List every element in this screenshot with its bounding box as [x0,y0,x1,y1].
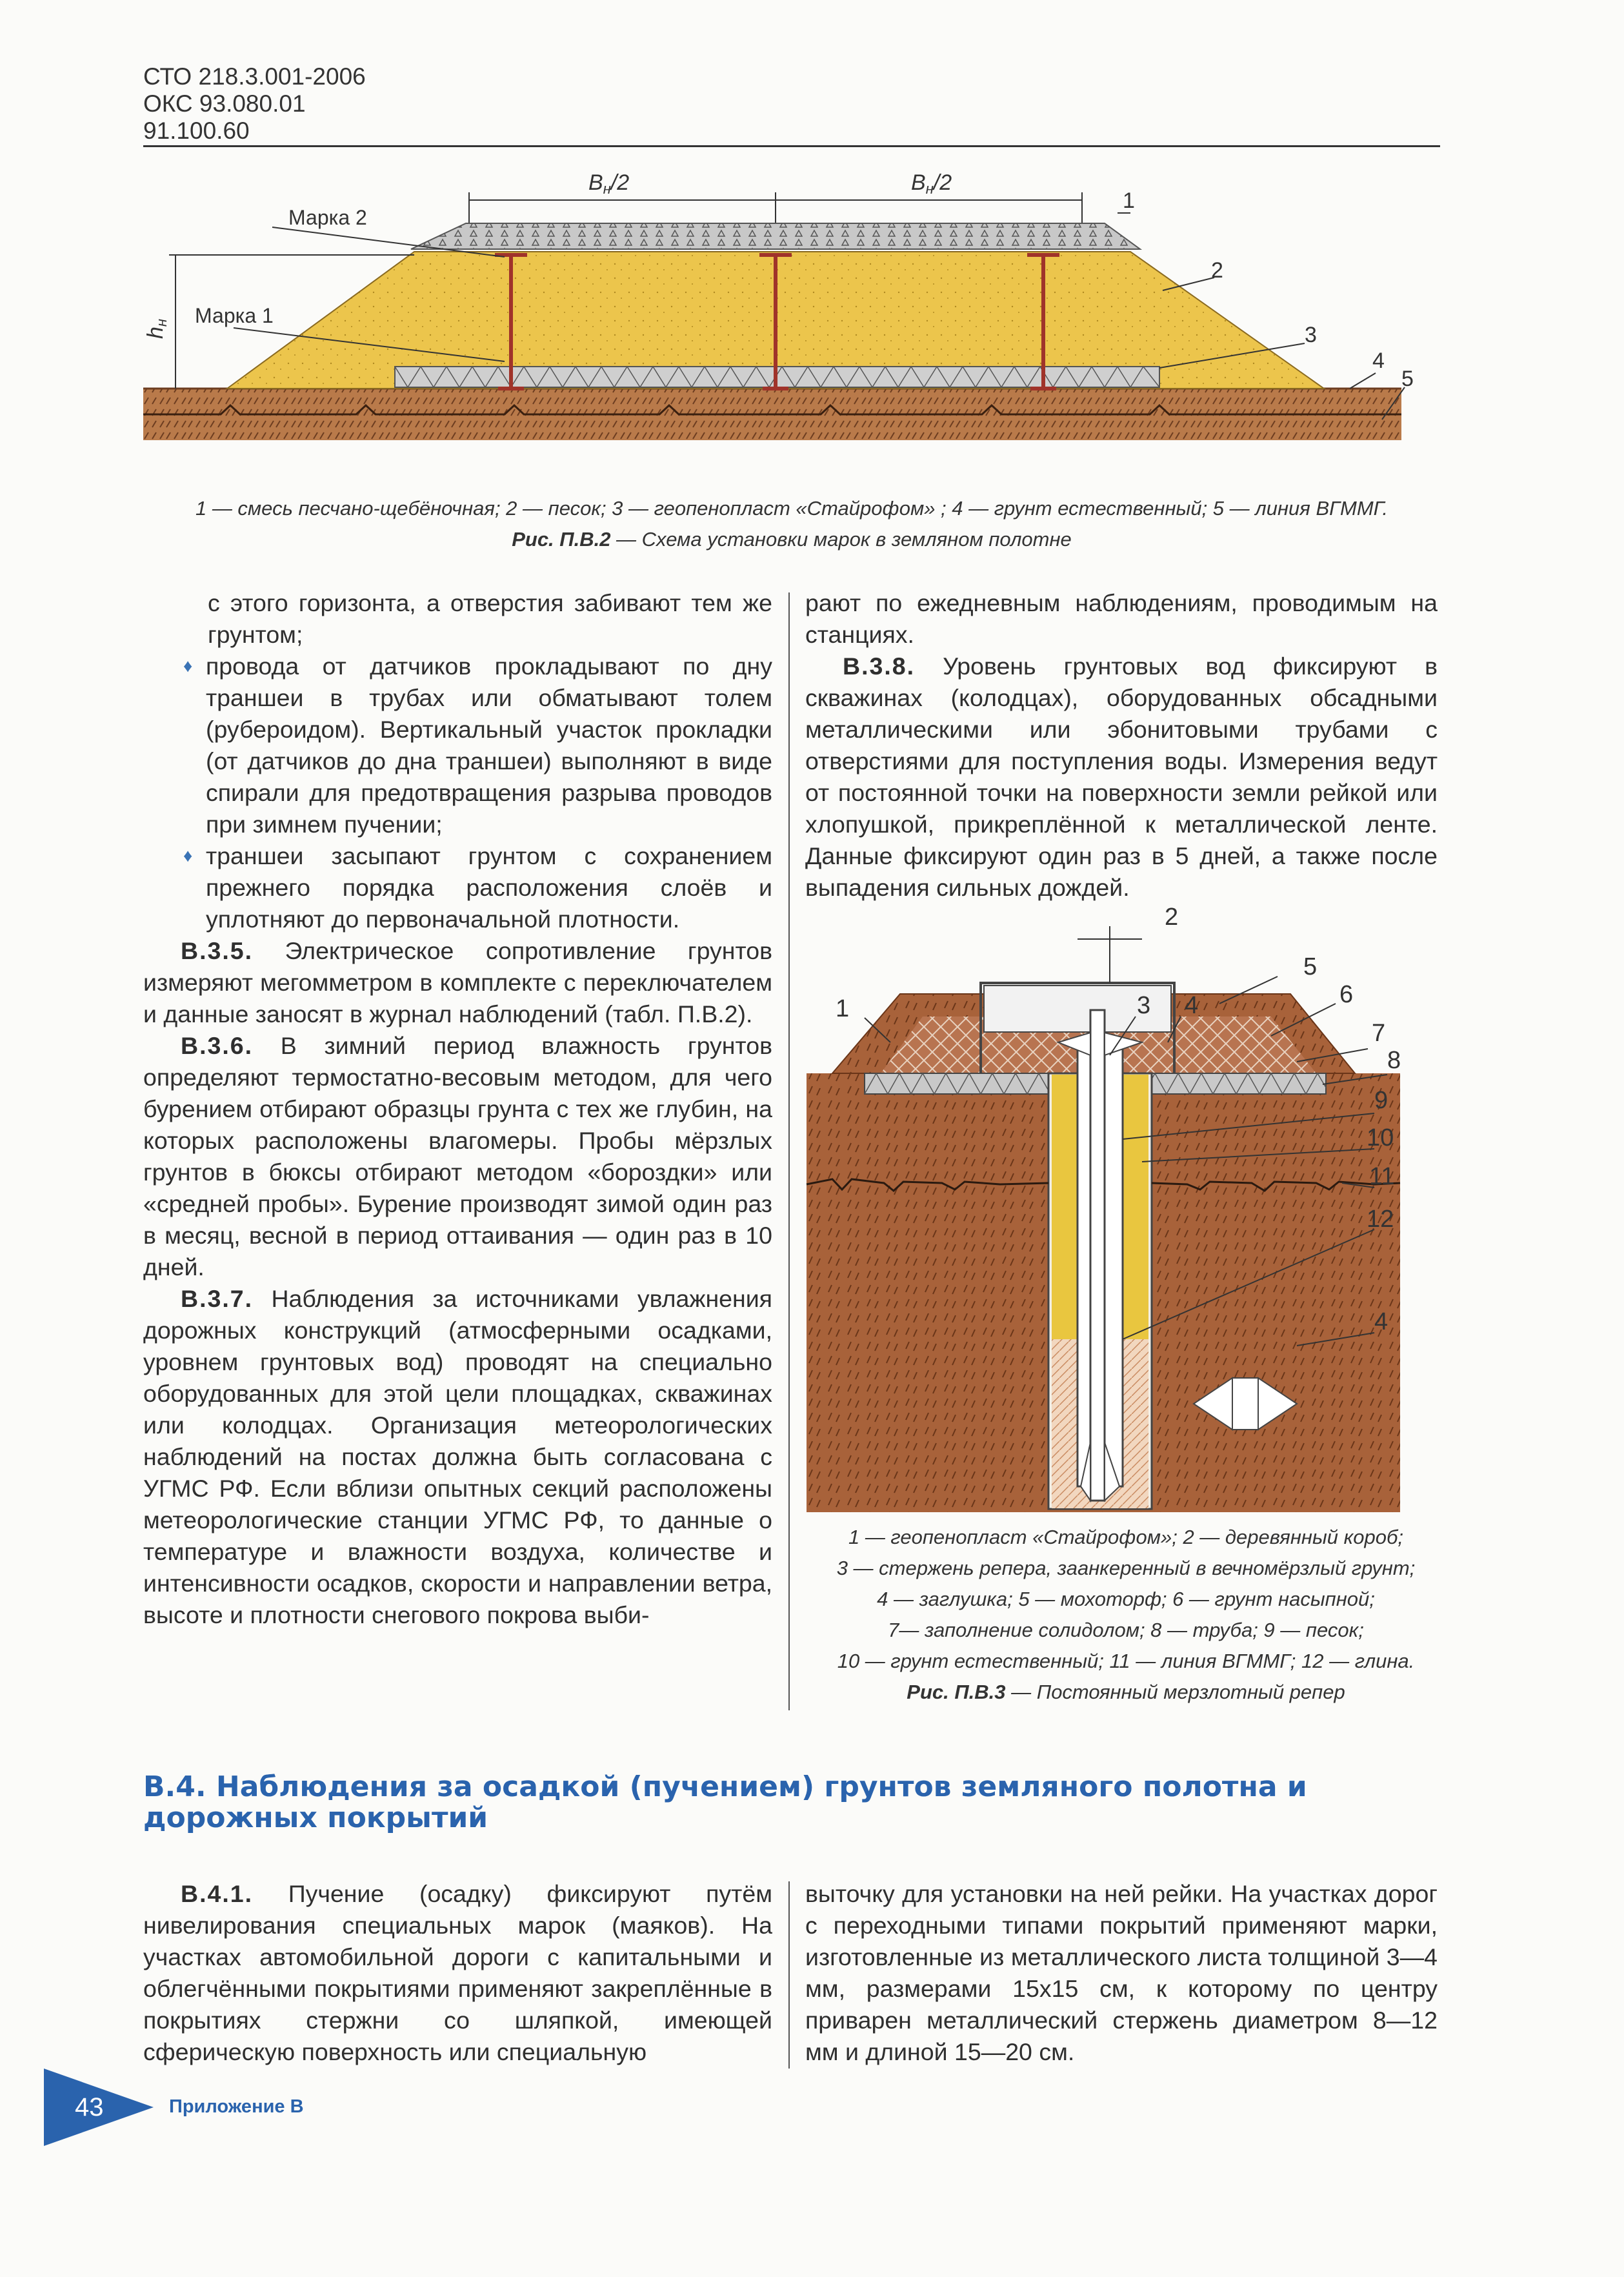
paragraph: рают по ежедневным наблюдениям, проводимым на станциях. [805,589,1438,648]
callout-3: 3 [1305,323,1317,347]
dim-label-right: Bн/2 [911,170,952,197]
oks-code: ОКС 93.080.01 [143,90,306,117]
figure3-legend: 1 — геопенопласт «Стайрофом»; 2 — деревянный короб; 3 — стержень репера, заанкеренный в вечномёрзлый грунт; 4 — заглушка; 5 — мохоторф; 6 — грунт насыпной; 7— заполнение солидолом; 8 — труба; 9 — песок; 10 — грунт естественный; 11 — линия ВГММГ; 12 — глина. Рис. П.В.3 — Постоянный мерзлотный репер [794,1522,1458,1708]
paragraph-b38: В.3.8. Уровень грунтовых вод фиксируют в скважинах (колодцах), оборудованных обсадными металлическими или эбонитовыми трубами с отверстиями для поступления воды. Измерения ведут от постоянной точки на поверхности земли рейкой или хлопушкой, прикреплённой к металлической ленте. Данные фиксируют один раз в 5 дней, а также после выпадения сильных дождей. [805,653,1438,901]
callout-3: 3 [1137,992,1151,1019]
paragraph-b36: В.3.6. В зимний период влажность грунтов определяют термостатно-весовым методом, для чего бурением отбирают образцы грунта с тех же глубин, на которых расположены влагомеры. Пробы мёрзлых грунтов в бюксы отбирают методом «бороздки» или «средней пробы». Бурение производят зимой один раз в месяц, весной в период оттаивания — один раз в 10 дней. [143,1032,772,1280]
page-number-badge [44,2069,154,2146]
column-divider [788,592,790,1710]
class-code: 91.100.60 [143,117,250,144]
paragraph: с этого горизонта, а отверстия забивают тем же грунтом; [208,589,772,648]
callout-10: 10 [1367,1124,1394,1151]
bottom-right-column [805,1878,1438,2068]
bullet-item: ♦ траншеи засыпают грунтом с сохранением прежнего порядка расположения слоёв и уплотняют до первоначальной плотности. [183,840,772,935]
callout-5: 5 [1401,367,1414,391]
callout-4: 4 [1372,349,1385,373]
figure-frost-benchmark [807,904,1452,1520]
figure2-legend: 1 — смесь песчано-щебёночная; 2 — песок; 3 — геопенопласт «Стайрофом» ; 4 — грунт естественный; 5 — линия ВГММГ. [195,497,1388,520]
marka1-label: Марка 1 [195,304,274,327]
dim-label-left: Bн/2 [588,170,630,197]
right-text-column [805,587,1438,904]
gravel-layer [411,223,1140,249]
figure-embankment-diagram [143,170,1414,452]
callout-1: 1 [836,995,850,1022]
height-label: hн [143,318,170,339]
callout-2: 2 [1211,258,1223,283]
callout-11: 11 [1369,1163,1395,1190]
callout-6: 6 [1339,981,1354,1008]
callout-4-plug: 4 [1374,1308,1388,1335]
paragraph-b37: В.3.7. Наблюдения за источниками увлажнения дорожных конструкций (атмосферными осадками, уровнем грунтовых вод) проводят на специально оборудованных для этой цели площадках, скважинах или колодцах. Организация метеорологических наблюдений на постах должна быть согласована с УГМС РФ. Если вблизи опытных секций расположены метеорологические станции УГМС РФ, то данные о температуре и влажности воздуха, количестве и интенсивности осадков, скорости и направлении ветра, высоте и плотности снегового покрова выби- [143,1285,772,1628]
document-codes [143,63,366,145]
column-divider [788,1881,790,2069]
paragraph: выточку для установки на ней рейки. На участках дорог с переходными типами покрытий применяют марки, изготовленные из металлического листа толщиной 3—4 мм, размерами 15х15 см, к которому по центру приварен металлический стержень диаметром 8—12 мм и длиной 15—20 см. [805,1880,1438,2065]
figure2-caption: Рис. П.В.2 — Схема установки марок в земляном полотне [512,528,1072,551]
callout-7: 7 [1372,1020,1386,1047]
appendix-label: Приложение В [169,2096,304,2117]
callout-12: 12 [1367,1206,1394,1233]
callout-9: 9 [1374,1087,1388,1114]
figure3-caption: Рис. П.В.3 — Постоянный мерзлотный репер [907,1681,1345,1703]
standard-code: СТО 218.3.001-2006 [143,63,366,90]
marka2-label: Марка 2 [288,206,367,229]
callout-4: 4 [1185,992,1199,1019]
paragraph-b41: В.4.1. Пучение (осадку) фиксируют путём нивелирования специальных марок (маяков). На участках автомобильной дороги с капитальными и облегчёнными покрытиями применяют закреплённые в покрытиях стержни со шляпкой, имеющей сферическую поверхность или специальную [143,1880,772,2065]
bullet-item: ♦ провода от датчиков прокладывают по дну траншеи в трубах или обматывают толем (рубероидом). Вертикальный участок прокладки (от датчиков до дна траншеи) выполняют в виде спирали для предотвращения разрыва проводов при зимнем пучении; [183,651,772,840]
header-rule [143,145,1440,147]
callout-5: 5 [1303,953,1318,980]
left-text-column [143,587,772,1631]
rod [1090,1010,1105,1501]
callout-1: 1 [1123,188,1135,213]
bottom-left-column [143,1878,772,2068]
paragraph-b35: В.3.5. Электрическое сопротивление грунтов измеряют мегомметром в комплекте с переключателем и данные заносят в журнал наблюдений (табл. П.В.2). [143,937,772,1027]
section-heading: В.4. Наблюдения за осадкой (пучением) грунтов земляного полотна и дорожных покрытий [143,1770,1307,1834]
page-number: 43 [75,2093,104,2121]
callout-8: 8 [1387,1047,1401,1074]
callout-2: 2 [1165,904,1179,931]
